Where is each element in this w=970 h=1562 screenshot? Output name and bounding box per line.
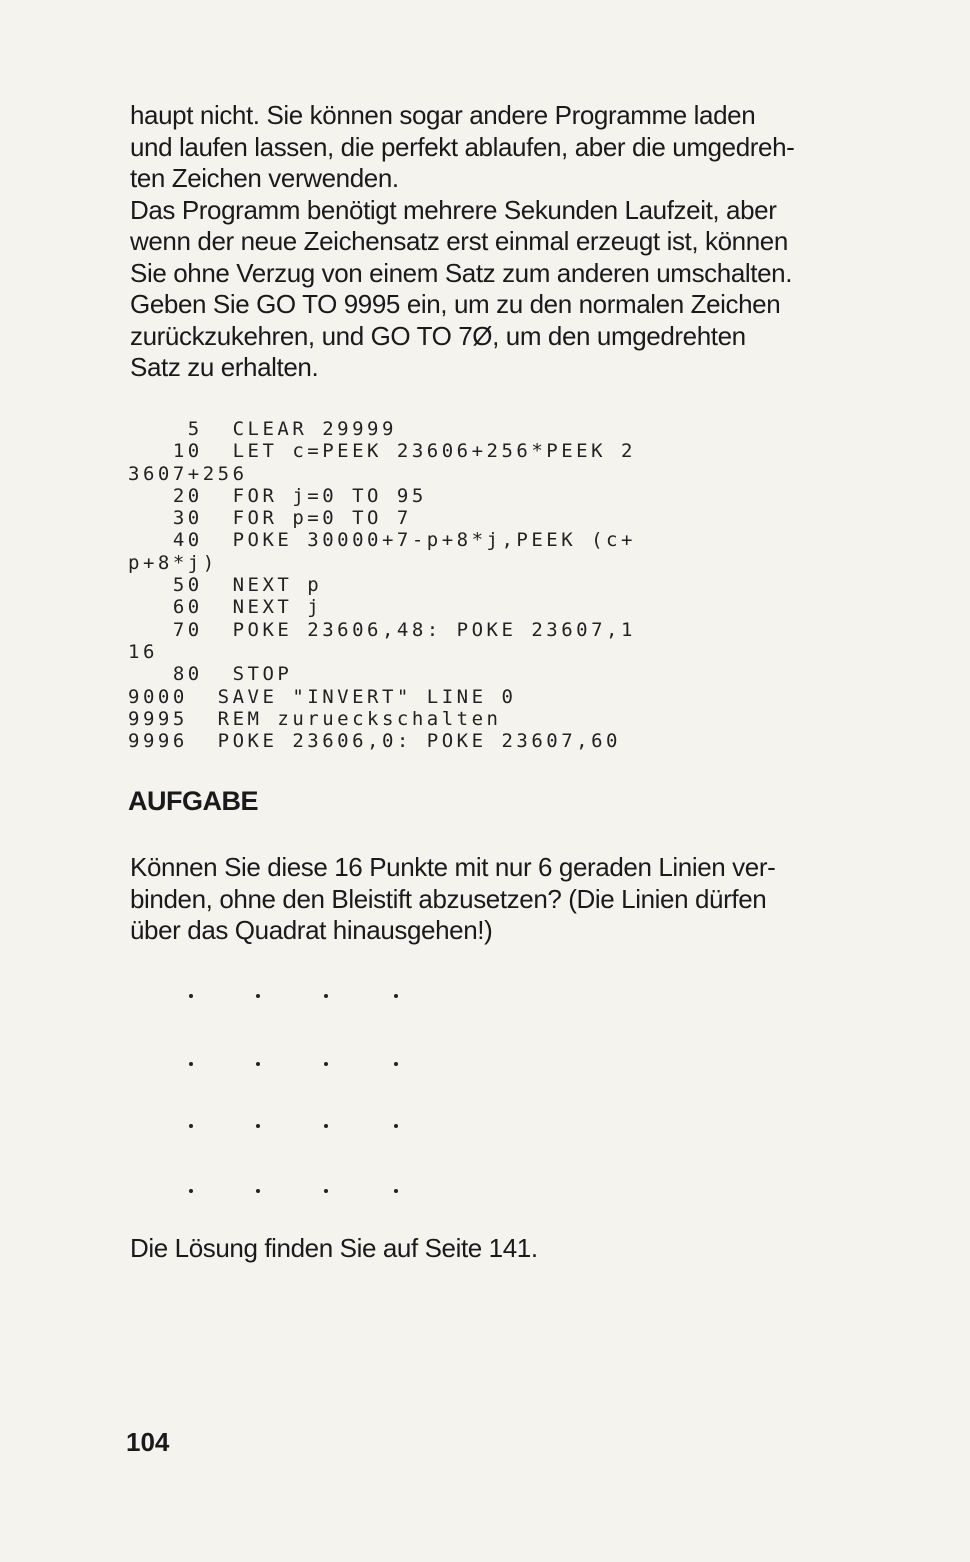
code-line: p+8*j) xyxy=(128,551,218,574)
code-line: 20 FOR j=0 TO 95 xyxy=(128,484,427,507)
code-line: 40 POKE 30000+7-p+8*j,PEEK (c+ xyxy=(128,529,636,552)
text-line: binden, ohne den Bleistift abzusetzen? (Die Linien dürfen xyxy=(130,883,767,914)
text-line: ten Zeichen verwenden. xyxy=(130,163,399,193)
section-heading: AUFGABE xyxy=(128,786,258,816)
puzzle-dot xyxy=(256,1189,260,1193)
code-line: 3607+256 xyxy=(128,462,248,485)
puzzle-dot xyxy=(324,1124,328,1128)
puzzle-dot xyxy=(189,1062,193,1066)
text-line: haupt nicht. Sie können sogar andere Programme laden xyxy=(130,100,756,130)
text-line: zurückzukehren, und GO TO 7Ø, um den umgedrehten xyxy=(130,320,746,351)
puzzle-dot xyxy=(394,1189,398,1193)
code-line: 16 xyxy=(128,640,158,663)
code-line: 10 LET c=PEEK 23606+256*PEEK 2 xyxy=(128,440,636,463)
text-line: Das Programm benötigt mehrere Sekunden Laufzeit, aber xyxy=(130,194,777,225)
puzzle-dot xyxy=(324,994,328,998)
code-line: 5 CLEAR 29999 xyxy=(128,418,397,440)
puzzle-dot xyxy=(394,1062,398,1066)
puzzle-dot xyxy=(324,1189,328,1193)
code-line: 9000 SAVE "INVERT" LINE 0 xyxy=(128,685,517,708)
text-line: wenn der neue Zeichensatz erst einmal erzeugt ist, können xyxy=(130,226,788,256)
code-line: 30 FOR p=0 TO 7 xyxy=(128,507,412,530)
puzzle-dot xyxy=(256,1124,260,1128)
puzzle-dot xyxy=(394,1124,398,1128)
page-number: 104 xyxy=(126,1427,170,1457)
puzzle-dot xyxy=(324,1062,328,1066)
code-line: 9995 REM zurueckschalten xyxy=(128,707,502,730)
solution-reference: Die Lösung finden Sie auf Seite 141. xyxy=(130,1233,538,1263)
puzzle-dot xyxy=(189,1124,193,1128)
code-line: 60 NEXT j xyxy=(128,596,323,619)
text-line: Satz zu erhalten. xyxy=(130,352,319,382)
text-line: Sie ohne Verzug von einem Satz zum anderen umschalten. xyxy=(130,257,793,288)
puzzle-dot xyxy=(256,994,260,998)
code-line: 50 NEXT p xyxy=(128,574,323,597)
code-line: 9996 POKE 23606,0: POKE 23607,60 xyxy=(128,730,621,753)
text-line: Können Sie diese 16 Punkte mit nur 6 geraden Linien ver- xyxy=(130,852,776,882)
code-line: 70 POKE 23606,48: POKE 23607,1 xyxy=(128,618,636,641)
text-line: über das Quadrat hinausgehen!) xyxy=(130,915,493,945)
puzzle-dot xyxy=(256,1062,260,1066)
text-line: Geben Sie GO TO 9995 ein, um zu den normalen Zeichen xyxy=(130,289,781,319)
puzzle-dot xyxy=(189,1189,193,1193)
text-line: und laufen lassen, die perfekt ablaufen, aber die umgedreh- xyxy=(130,131,795,162)
code-line: 80 STOP xyxy=(128,663,293,686)
puzzle-dot xyxy=(394,994,398,998)
puzzle-dot xyxy=(189,994,193,998)
